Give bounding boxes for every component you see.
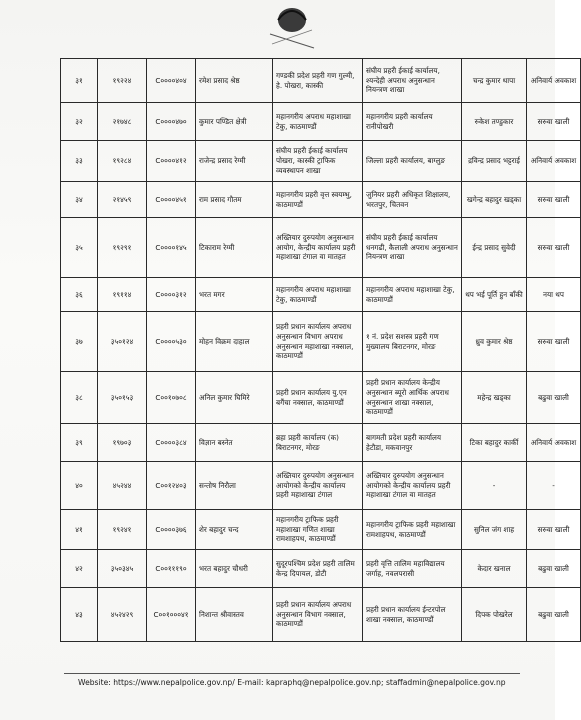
code-cell: C००१११९० bbox=[147, 550, 196, 588]
table-row bbox=[61, 588, 581, 642]
remark-cell: नया थप bbox=[527, 278, 581, 312]
serial-number-cell: ३१ bbox=[61, 59, 98, 103]
officer-name-cell: निशान्त श्रीवास्तव bbox=[196, 588, 273, 642]
officer-name-cell: भरत मगर bbox=[196, 278, 273, 312]
new-office-cell: महानगरीय प्रहरी कार्यालय रानीपोखरी bbox=[363, 103, 462, 141]
serial-number-cell: ३८ bbox=[61, 372, 98, 424]
table-row bbox=[61, 312, 581, 372]
id-number-cell: ३५०१५३ bbox=[98, 372, 147, 424]
previous-officer-cell: ध्रुव कुमार श्रेष्ठ bbox=[462, 312, 527, 372]
serial-number-cell: ४२ bbox=[61, 550, 98, 588]
remark-cell: बढुवा खाली bbox=[527, 550, 581, 588]
new-office-cell: १ नं. प्रदेश सशस्त्र प्रहरी गण मुख्यालय बिराटनगर, मोरङ bbox=[363, 312, 462, 372]
id-number-cell: १९२९१ bbox=[98, 218, 147, 278]
previous-officer-cell: दिपक पोखरेल bbox=[462, 588, 527, 642]
officer-name-cell: भरत बहादुर चौधरी bbox=[196, 550, 273, 588]
serial-number-cell: ४० bbox=[61, 462, 98, 510]
previous-officer-cell: सुनिल जंग शाह bbox=[462, 510, 527, 550]
current-office-cell: सुदूरपश्चिम प्रदेश प्रहरी तालिम केन्द्र दिपायल, डोटी bbox=[273, 550, 363, 588]
current-office-cell: महानगरीय ट्राफिक प्रहरी महाशाखा गणित शाखा रामशाहपथ, काठमाण्डौं bbox=[273, 510, 363, 550]
new-office-cell: प्रहरी वृत्ति तालिम महाविद्यालय जर्गाह, नवलपरासी bbox=[363, 550, 462, 588]
previous-officer-cell: ईन्द्र प्रसाद सुवेदी bbox=[462, 218, 527, 278]
id-number-cell: १९२२४ bbox=[98, 59, 147, 103]
previous-officer-cell: खगेन्द्र बहादुर खड्का bbox=[462, 182, 527, 218]
table-row bbox=[61, 462, 581, 510]
table-row bbox=[61, 510, 581, 550]
table-row bbox=[61, 424, 581, 462]
serial-number-cell: ४३ bbox=[61, 588, 98, 642]
transfer-table bbox=[60, 58, 581, 642]
current-office-cell: महानगरीय प्रहरी वृत्त स्वयम्भु, काठमाण्डौं bbox=[273, 182, 363, 218]
officer-name-cell: राजेन्द्र प्रसाद रेग्मी bbox=[196, 141, 273, 182]
previous-officer-cell: थप भई पूर्ति हुन बाँकी bbox=[462, 278, 527, 312]
new-office-cell: अख्तियार दुरुपयोग अनुसन्धान आयोगको केन्द्रीय कार्यालय प्रहरी महाशाखा टंगाल वा मातहत bbox=[363, 462, 462, 510]
table-row bbox=[61, 218, 581, 278]
id-number-cell: १९११४ bbox=[98, 278, 147, 312]
table-row bbox=[61, 278, 581, 312]
remark-cell: बढुवा खाली bbox=[527, 588, 581, 642]
new-office-cell: जुनियर प्रहरी अधिकृत शिक्षालय, भरतपुर, चितवन bbox=[363, 182, 462, 218]
id-number-cell: १९२८४ bbox=[98, 141, 147, 182]
previous-officer-cell: द्रविन्द्र प्रसाद भट्टराई bbox=[462, 141, 527, 182]
id-number-cell: ३५०१२४ bbox=[98, 312, 147, 372]
code-cell: C००००३७६ bbox=[147, 510, 196, 550]
id-number-cell: ३५०३४५ bbox=[98, 550, 147, 588]
officer-name-cell: टिकाराम रेग्मी bbox=[196, 218, 273, 278]
new-office-cell: प्रहरी प्रधान कार्यालय केन्द्रीय अनुसन्धान ब्यूरो आर्थिक अपराध अनुसन्धान शाखा नक्साल, काठमाण्डौं bbox=[363, 372, 462, 424]
table-row bbox=[61, 141, 581, 182]
new-office-cell: प्रहरी प्रधान कार्यालय ईन्टरपोल शाखा नक्साल, काठमाण्डौं bbox=[363, 588, 462, 642]
current-office-cell: प्रहरी प्रधान कार्यालय अपराध अनुसन्धान विभाग अपराध अनुसन्धान महाशाखा नक्साल, काठमाण्डौं bbox=[273, 312, 363, 372]
id-number-cell: २१७४८ bbox=[98, 103, 147, 141]
previous-officer-cell: महेन्द्र खड्का bbox=[462, 372, 527, 424]
code-cell: C००००१४५ bbox=[147, 218, 196, 278]
previous-officer-cell: चन्द्र कुमार थापा bbox=[462, 59, 527, 103]
officer-name-cell: विज्ञान बस्नेत bbox=[196, 424, 273, 462]
previous-officer-cell: केदार खनाल bbox=[462, 550, 527, 588]
footer-divider bbox=[64, 673, 520, 674]
officer-name-cell: राम प्रसाद गौतम bbox=[196, 182, 273, 218]
serial-number-cell: ३५ bbox=[61, 218, 98, 278]
emblem-stamp-icon bbox=[262, 4, 322, 54]
officer-name-cell: अनिल कुमार घिमिरे bbox=[196, 372, 273, 424]
serial-number-cell: ३७ bbox=[61, 312, 98, 372]
current-office-cell: अख्तियार दुरुपयोग अनुसन्धान आयोग, केन्द्रीय कार्यालय प्रहरी महाशाखा टंगाल वा मातहत bbox=[273, 218, 363, 278]
serial-number-cell: ३४ bbox=[61, 182, 98, 218]
id-number-cell: १९२४१ bbox=[98, 510, 147, 550]
code-cell: C००००४७० bbox=[147, 103, 196, 141]
remark-cell: अनिवार्य अवकाश bbox=[527, 141, 581, 182]
remark-cell: - bbox=[527, 462, 581, 510]
current-office-cell: संघीय प्रहरी ईकाई कार्यालय पोखरा, कास्की ट्राफिक व्यवस्थापन शाखा bbox=[273, 141, 363, 182]
remark-cell: अनिवार्य अवकाश bbox=[527, 424, 581, 462]
new-office-cell: महानगरीय अपराध महाशाखा टेकु, काठमाण्डौं bbox=[363, 278, 462, 312]
remark-cell: बढुवा खाली bbox=[527, 372, 581, 424]
previous-officer-cell: टिका बहादुर कार्की bbox=[462, 424, 527, 462]
officer-name-cell: शेर बहादुर चन्द bbox=[196, 510, 273, 550]
id-number-cell: ४५२४४ bbox=[98, 462, 147, 510]
code-cell: C००००४०४ bbox=[147, 59, 196, 103]
new-office-cell: संघीय प्रहरी ईकाई कार्यालय धनगढी, कैलाली अपराध अनुसन्धान नियन्त्रण शाखा bbox=[363, 218, 462, 278]
new-office-cell: संघीय प्रहरी ईकाई कार्यालय, श्यन्देही अपराध अनुसन्धान नियन्त्रण शाखा bbox=[363, 59, 462, 103]
serial-number-cell: ४१ bbox=[61, 510, 98, 550]
current-office-cell: ब्रहा प्रहरी कार्यालय (क) बिराटनगर, मोरङ bbox=[273, 424, 363, 462]
serial-number-cell: ३६ bbox=[61, 278, 98, 312]
table-row bbox=[61, 182, 581, 218]
remark-cell: अनिवार्य अवकाश bbox=[527, 59, 581, 103]
code-cell: C००००४१२ bbox=[147, 141, 196, 182]
current-office-cell: गण्डकी प्रदेश प्रहरी गण गुल्मी, हे. पोखरा, कास्की bbox=[273, 59, 363, 103]
remark-cell: सरुवा खाली bbox=[527, 510, 581, 550]
code-cell: C००१०७०८ bbox=[147, 372, 196, 424]
current-office-cell: प्रहरी प्रधान कार्यालय अपराध अनुसन्धान विभाग नक्साल, काठमाण्डौं bbox=[273, 588, 363, 642]
new-office-cell: जिल्ला प्रहरी कार्यालय, बाग्लुङ bbox=[363, 141, 462, 182]
current-office-cell: अख्तियार दुरुपयोग अनुसन्धान आयोगको केन्द्रीय कार्यालय प्रहरी महाशाखा टंगाल bbox=[273, 462, 363, 510]
table-row bbox=[61, 372, 581, 424]
current-office-cell: महानगरीय अपराध महाशाखा टेकु, काठमाण्डौं bbox=[273, 103, 363, 141]
table-row bbox=[61, 550, 581, 588]
code-cell: C००००५३० bbox=[147, 312, 196, 372]
table-row bbox=[61, 59, 581, 103]
code-cell: C००००३८४ bbox=[147, 424, 196, 462]
serial-number-cell: ३९ bbox=[61, 424, 98, 462]
table-row bbox=[61, 103, 581, 141]
footer-contact: Website: https://www.nepalpolice.gov.np/ E-mail: kapraphq@nepalpolice.gov.np; staffadmin@nepalpolice.gov.np bbox=[78, 678, 506, 687]
remark-cell: सरुवा खाली bbox=[527, 312, 581, 372]
remark-cell: सरुवा खाली bbox=[527, 103, 581, 141]
remark-cell: सरुवा खाली bbox=[527, 182, 581, 218]
officer-name-cell: कुमार पण्डित क्षेत्री bbox=[196, 103, 273, 141]
new-office-cell: महानगरीय ट्राफिक प्रहरी महाशाखा रामशाहपथ, काठमाण्डौं bbox=[363, 510, 462, 550]
code-cell: C००१०००४१ bbox=[147, 588, 196, 642]
officer-name-cell: मोहन विक्रम दाहाल bbox=[196, 312, 273, 372]
code-cell: C००००३१२ bbox=[147, 278, 196, 312]
code-cell: C००००४५१ bbox=[147, 182, 196, 218]
current-office-cell: प्रहरी प्रधान कार्यालय यु.एन बगैंचा नक्साल, काठमाण्डौं bbox=[273, 372, 363, 424]
officer-name-cell: सन्तोष निरौला bbox=[196, 462, 273, 510]
id-number-cell: १९७०३ bbox=[98, 424, 147, 462]
id-number-cell: ४५२४२९ bbox=[98, 588, 147, 642]
previous-officer-cell: रुकेश तण्डुकार bbox=[462, 103, 527, 141]
code-cell: C००१२४०३ bbox=[147, 462, 196, 510]
id-number-cell: २१४५९ bbox=[98, 182, 147, 218]
previous-officer-cell: - bbox=[462, 462, 527, 510]
officer-name-cell: रमेश प्रसाद श्रेष्ठ bbox=[196, 59, 273, 103]
serial-number-cell: ३२ bbox=[61, 103, 98, 141]
new-office-cell: बागमती प्रदेश प्रहरी कार्यालय हेटौडा, मकवानपुर bbox=[363, 424, 462, 462]
current-office-cell: महानगरीय अपराध महाशाखा टेकु, काठमाण्डौं bbox=[273, 278, 363, 312]
serial-number-cell: ३३ bbox=[61, 141, 98, 182]
remark-cell: सरुवा खाली bbox=[527, 218, 581, 278]
